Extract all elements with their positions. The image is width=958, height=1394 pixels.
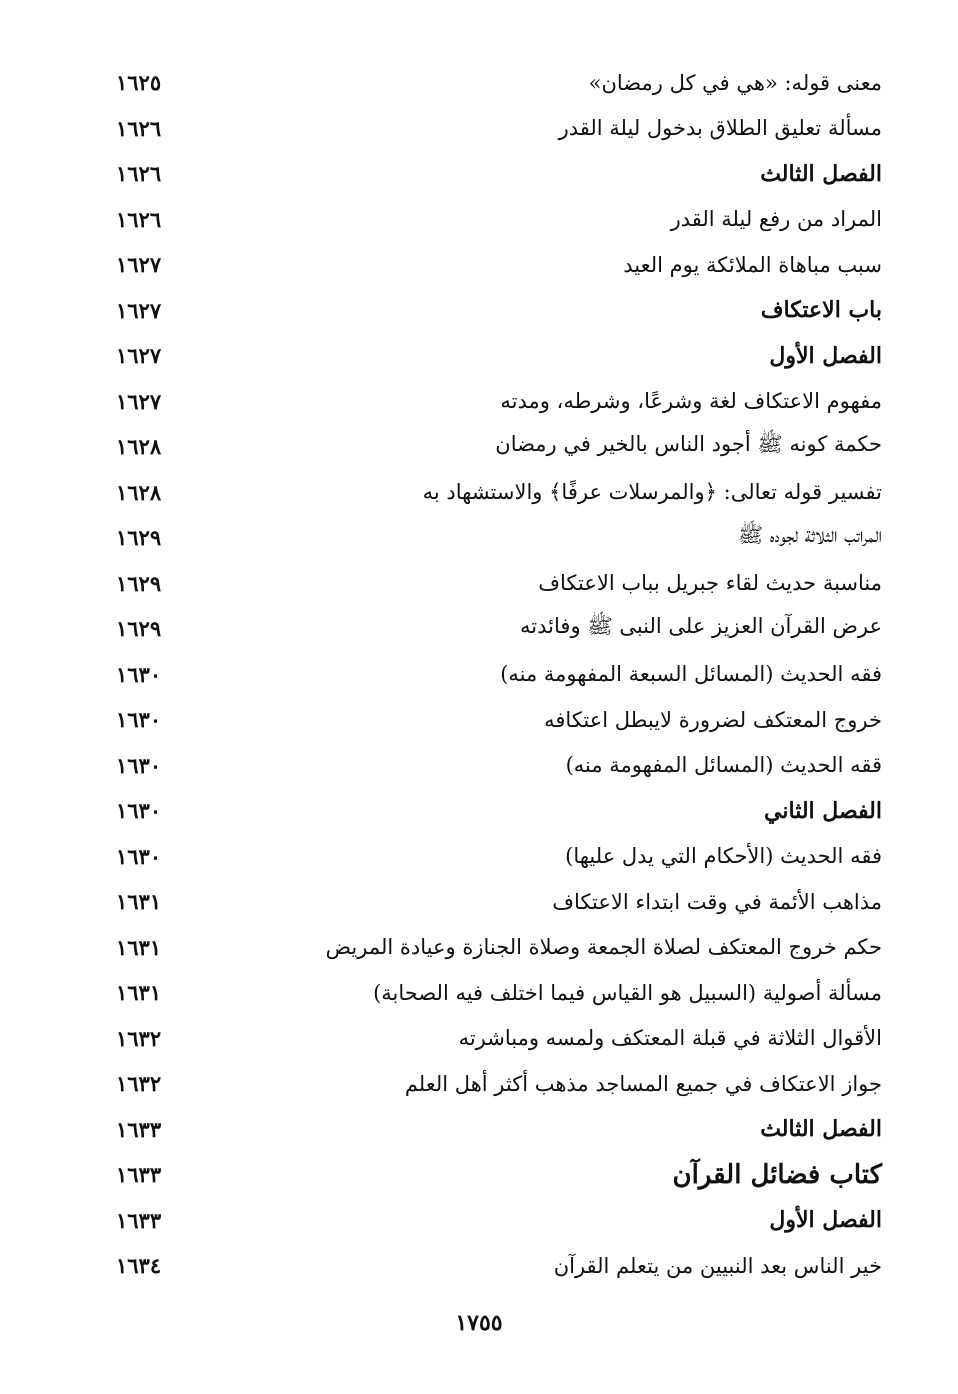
entry-page-number: ١٦٢٧ (116, 388, 162, 414)
entry-title: تفسير قوله تعالى: ﴿والمرسلات عرفًا﴾ والاستشهاد به (422, 480, 882, 505)
entry-title: خير الناس بعد النبيين من يتعلم القرآن (553, 1253, 882, 1278)
entry-page-number: ١٦٢٧ (116, 297, 162, 323)
entry-page-number: ١٦٢٧ (116, 252, 162, 278)
entry-title: الفصل الثاني (764, 797, 882, 824)
entry-page-number: ١٦٢٩ (116, 616, 162, 642)
entry-page-number: ١٦٣٤ (116, 1253, 162, 1279)
entry-page-number: ١٦٢٨ (116, 479, 162, 505)
toc-entry (110, 197, 882, 243)
entry-title: المراد من رفع ليلة القدر (670, 207, 882, 232)
entry-page-number: ١٦٢٧ (116, 343, 162, 369)
toc-entry (110, 1016, 882, 1062)
entry-title: مسألة أصولية (السبيل هو القياس فيما اختلف فيه الصحابة) (373, 980, 882, 1005)
entry-page-number: ١٦٣١ (116, 934, 162, 960)
entry-page-number: ١٦٣٢ (116, 1025, 162, 1051)
entry-title: حكم خروج المعتكف لصلاة الجمعة وصلاة الجنازة وعيادة المريض (325, 935, 882, 960)
entry-title: فقه الحديث (المسائل السبعة المفهومة منه) (500, 662, 882, 687)
entry-title: الأقوال الثلاثة في قبلة المعتكف ولمسه ومباشرته (458, 1026, 882, 1051)
toc-entry (110, 106, 882, 152)
toc-entry (110, 743, 882, 789)
toc-entry (110, 470, 882, 516)
entry-page-number: ١٦٣٠ (116, 843, 162, 869)
toc-entry (110, 379, 882, 425)
toc-chapter-heading (110, 1198, 882, 1244)
toc-entry (110, 652, 882, 698)
entry-page-number: ١٦٣١ (116, 980, 162, 1006)
entry-title: مسألة تعليق الطلاق بدخول ليلة القدر (558, 116, 882, 141)
entry-title: الفصل الأول (769, 1207, 882, 1234)
entry-title: فقه الحديث (الأحكام التي يدل عليها) (565, 844, 882, 869)
toc-entry (110, 925, 882, 971)
toc-entry (110, 970, 882, 1016)
toc-entry (110, 834, 882, 880)
entry-page-number: ١٦٢٩ (116, 570, 162, 596)
toc-entry (110, 1243, 882, 1289)
entry-page-number: ١٦٢٥ (116, 70, 162, 96)
entry-title: عرض القرآن العزيز على النبى ﷺ وفائدته (520, 614, 882, 639)
toc-entry (110, 424, 882, 470)
table-of-contents (110, 60, 882, 1289)
toc-chapter-heading (110, 1107, 882, 1153)
toc-entry (110, 879, 882, 925)
entry-page-number: ١٦٣٠ (116, 707, 162, 733)
entry-title: الفصل الثالث (760, 160, 882, 187)
entry-title: مفهوم الاعتكاف لغة وشرعًا، وشرطه، ومدته (500, 389, 882, 414)
toc-chapter-heading (110, 788, 882, 834)
entry-title: باب الاعتكاف (760, 297, 882, 324)
entry-title: معنى قوله: «هي في كل رمضان» (588, 70, 882, 95)
toc-chapter-heading (110, 288, 882, 334)
toc-entry (110, 515, 882, 561)
entry-page-number: ١٦٣٠ (116, 661, 162, 687)
entry-title: مذاهب الأئمة في وقت ابتداء الاعتكاف (552, 889, 882, 914)
toc-chapter-heading (110, 151, 882, 197)
toc-entry (110, 60, 882, 106)
entry-title: سبب مباهاة الملائكة يوم العيد (623, 252, 882, 277)
page-footer-number: ١٧٥٥ (455, 1310, 503, 1336)
entry-title: حكمة كونه ﷺ أجود الناس بالخير في رمضان (495, 432, 882, 457)
entry-page-number: ١٦٢٨ (116, 434, 162, 460)
entry-page-number: ١٦٢٦ (116, 206, 162, 232)
entry-page-number: ١٦٢٦ (116, 115, 162, 141)
entry-page-number: ١٦٣٠ (116, 798, 162, 824)
toc-entry (110, 242, 882, 288)
entry-page-number: ١٦٢٩ (116, 525, 162, 551)
entry-title: الفصل الأول (769, 342, 882, 369)
toc-entry (110, 561, 882, 607)
entry-title: ققه الحديث (المسائل المفهومة منه) (565, 753, 882, 778)
entry-page-number: ١٦٣٠ (116, 752, 162, 778)
entry-page-number: ١٦٣٣ (116, 1207, 162, 1233)
entry-title: مناسبة حديث لقاء جبريل بباب الاعتكاف (538, 571, 882, 596)
toc-chapter-heading (110, 333, 882, 379)
entry-title: خروج المعتكف لضرورة لايبطل اعتكافه (544, 707, 882, 732)
entry-title: المراتب الثلاثة لجوده ﷺ (737, 523, 882, 548)
entry-page-number: ١٦٢٦ (116, 161, 162, 187)
entry-page-number: ١٦٣٣ (116, 1162, 162, 1188)
toc-entry (110, 697, 882, 743)
toc-entry (110, 606, 882, 652)
entry-title: جواز الاعتكاف في جميع المساجد مذهب أكثر أهل العلم (404, 1071, 882, 1096)
entry-page-number: ١٦٣١ (116, 889, 162, 915)
entry-title: الفصل الثالث (760, 1116, 882, 1143)
toc-book-heading (110, 1152, 882, 1198)
toc-entry (110, 1061, 882, 1107)
entry-page-number: ١٦٣٢ (116, 1071, 162, 1097)
entry-page-number: ١٦٣٣ (116, 1116, 162, 1142)
entry-title: كتاب فضائل القرآن (672, 1159, 882, 1190)
